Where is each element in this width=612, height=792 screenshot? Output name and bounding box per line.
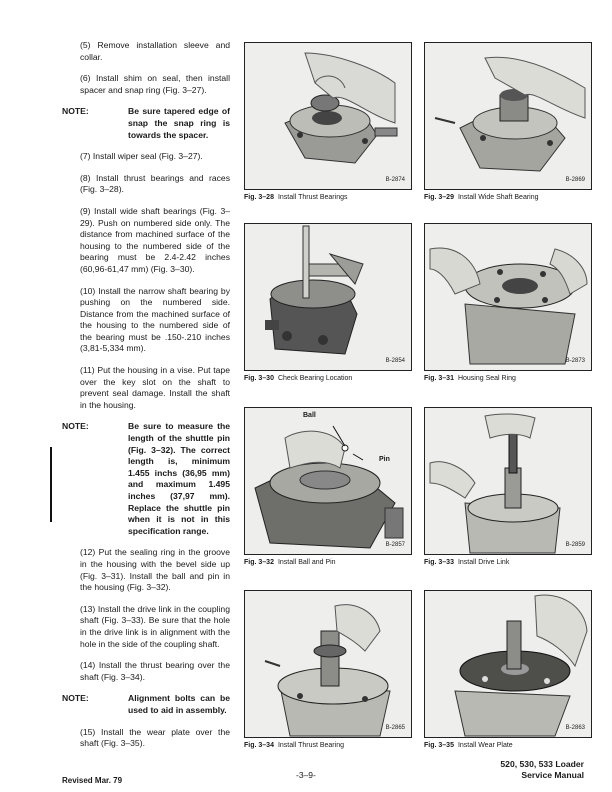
note-alignment-bolts: NOTE: Alignment bolts can be used to aid in assembly.: [62, 693, 230, 715]
photo-frame: [244, 42, 412, 190]
revision-date: Revised Mar. 79: [62, 776, 123, 785]
manual-title: [474, 759, 584, 781]
photo-housing-seal-ring: [425, 224, 591, 370]
step-10: (10) Install the narrow shaft bearing by pushing on the numbered side. Distance from the machined surface of the housing to the numbered side of the bearing must be .150-.210 inches (3,81-5,334 mm).: [80, 285, 231, 354]
step-12: (12) Put the sealing ring in the groove in the housing with the bevel side up (Fig. 3–31). Install the ball and pin in the housing (Fig. 3–32).: [80, 547, 230, 593]
photo-frame: [424, 42, 592, 190]
photo-frame: [424, 223, 592, 371]
revision-bar: [50, 447, 52, 522]
photo-install-wear-plate: [425, 591, 591, 737]
photo-check-bearing-location: [245, 224, 411, 370]
photo-install-wide-shaft-bearing: [425, 43, 591, 189]
photo-frame: [424, 407, 592, 555]
figure-caption: Fig. 3–29 Install Wide Shaft Bearing: [424, 194, 539, 201]
step-14: (14) Install the thrust bearing over the shaft (Fig. 3–34).: [80, 660, 230, 682]
step-6: (6) Install shim on seal, then install spacer and snap ring (Fig. 3–27).: [80, 73, 230, 95]
step-11: (11) Put the housing in a vise. Put tape over the key slot on the shaft to prevent seal damage. Install the shaft in the housing.: [80, 365, 230, 410]
photo-frame: [424, 590, 592, 738]
figure-code: B-2854: [385, 358, 405, 364]
step-15: (15) Install the wear plate over the shaft (Fig. 3–35).: [80, 726, 230, 749]
photo-install-drive-link: [425, 408, 591, 554]
figure-caption: Fig. 3–35 Install Wear Plate: [424, 742, 513, 749]
figure-caption: Fig. 3–33 Install Drive Link: [424, 559, 510, 566]
step-5: (5) Remove installation sleeve and collar.: [80, 40, 231, 62]
callout-ball: Ball: [303, 412, 316, 419]
photo-install-thrust-bearings: [245, 43, 411, 189]
step-8: (8) Install thrust bearings and races (Fig. 3–28).: [80, 172, 231, 195]
figure-code: B-2873: [565, 358, 585, 364]
figure-caption: Fig. 3–31 Housing Seal Ring: [424, 375, 516, 382]
figure-caption: Fig. 3–28 Install Thrust Bearings: [244, 194, 348, 201]
step-7: (7) Install wiper seal (Fig. 3–27).: [80, 151, 203, 162]
manual-type: Service Manual: [521, 770, 584, 780]
figure-code: B-2865: [385, 725, 405, 731]
photo-install-ball-and-pin: [245, 408, 411, 554]
photo-frame: [244, 407, 412, 555]
figure-code: B-2863: [565, 725, 585, 731]
photo-frame: [244, 223, 412, 371]
figure-code: B-2874: [385, 177, 405, 183]
figure-caption: Fig. 3–34 Install Thrust Bearing: [244, 742, 344, 749]
page-number: -3–9-: [296, 770, 316, 780]
step-9: (9) Install wide shaft bearings (Fig. 3–29). Push on numbered side only. The distance from machined surface of the housing to the numbered side of the bearing must be 2.4-2.42 inches (60,96-61,47 mm) (Fig. 3–30).: [80, 205, 231, 274]
figure-code: B-2869: [565, 177, 585, 183]
note-snap-ring: NOTE: Be sure tapered edge of snap the snap ring is towards the spacer.: [62, 106, 230, 140]
instructions-column: [62, 40, 230, 760]
callout-pin: Pin: [379, 456, 390, 463]
step-13: (13) Install the drive link in the coupling shaft (Fig. 3–33). Be sure that the hole in the drive link is in alignment with the hole in the side of the coupling shaft.: [80, 603, 230, 649]
note-shuttle-pin: NOTE: Be sure to measure the length of the shuttle pin (Fig. 3–32). The correct length is, minimum 1.455 inchs (36,95 mm) and maximum 1.495 inches (37,97 mm). Replace the shuttle pin when it is not in this specification range.: [62, 421, 230, 536]
figure-code: B-2857: [385, 542, 405, 548]
figure-caption: Fig. 3–32 Install Ball and Pin: [244, 559, 336, 566]
photo-frame: [244, 590, 412, 738]
manual-model: 520, 530, 533 Loader: [500, 759, 584, 769]
figure-caption: Fig. 3–30 Check Bearing Location: [244, 375, 353, 382]
photo-install-thrust-bearing-shaft: [245, 591, 411, 737]
figure-code: B-2859: [565, 542, 585, 548]
